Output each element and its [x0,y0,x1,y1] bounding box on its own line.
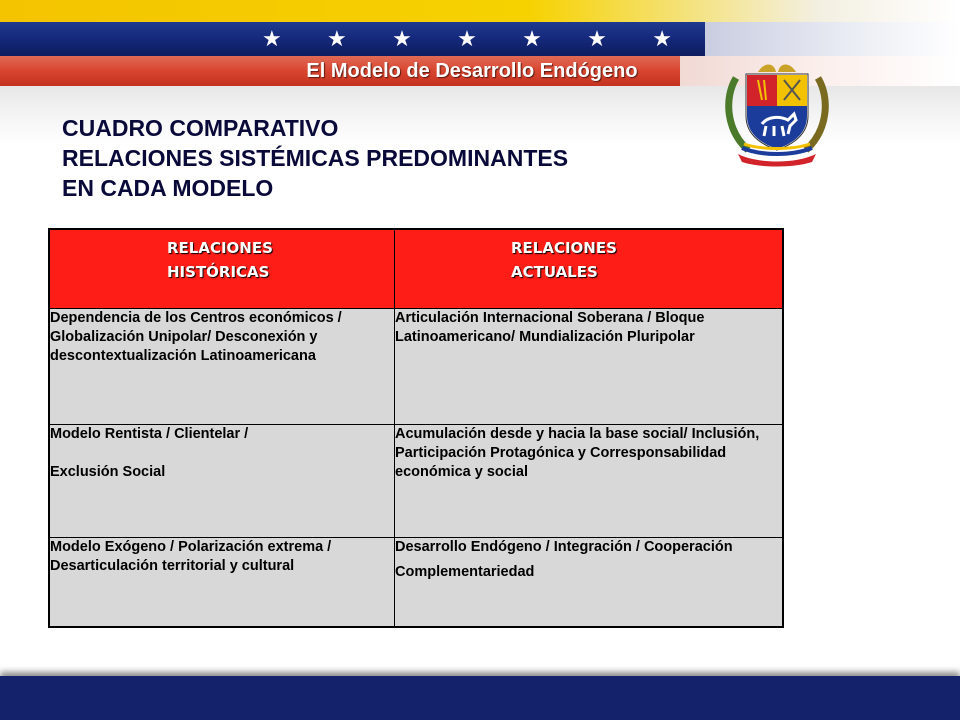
flag-stripe-blue-fade [705,22,960,56]
table-cell [395,309,784,425]
star-icon: ★ [327,27,347,52]
star-icon: ★ [652,27,672,52]
cell-text: Dependencia de los Centros económicos / Globalización Unipolar/ Desconexión y descontextualización Latinoamericana [50,310,342,364]
header-actuales [395,229,784,309]
table-row [49,309,783,425]
cell-text: Complementariedad [395,564,535,580]
page-title [62,113,702,203]
title-line-1: CUADRO COMPARATIVO [62,115,339,141]
cell-text: Exclusión Social [50,464,166,480]
footer-bar [0,676,960,720]
table-row [49,425,783,538]
banner-title: El Modelo de Desarrollo Endógeno [306,60,638,82]
star-icon: ★ [587,27,607,52]
comparison-table [48,228,784,628]
table-cell [49,309,395,425]
star-icon: ★ [522,27,542,52]
header-historicas [49,229,395,309]
table-cell [49,425,395,538]
star-icon: ★ [392,27,412,52]
table-cell [49,538,395,628]
table-cell [395,538,784,628]
cell-text: Modelo Exógeno / Polarización extrema / Desarticulación territorial y cultural [50,539,332,574]
star-icon: ★ [457,27,477,52]
table-header-row [49,229,783,309]
star-icon: ★ [262,27,282,52]
venezuela-coat-of-arms-icon [718,58,836,168]
table-row [49,538,783,628]
header-label: RELACIONES [511,239,617,257]
header-label: RELACIONES [167,239,273,257]
cell-text: Desarrollo Endógeno / Integración / Cooperación [395,539,733,555]
cell-text: Modelo Rentista / Clientelar / [50,426,249,442]
header-label: HISTÓRICAS [167,263,270,281]
flag-stripe-yellow [0,0,960,22]
table-cell [395,425,784,538]
cell-text: Acumulación desde y hacia la base social/ Inclusión, Participación Protagónica y Corresponsabilidad económica y social [395,426,760,480]
title-line-3: EN CADA MODELO [62,175,274,201]
header-label: ACTUALES [511,263,598,281]
cell-text: Articulación Internacional Soberana / Bloque Latinoamericano/ Mundialización Pluripolar [395,310,705,345]
title-line-2: RELACIONES SISTÉMICAS PREDOMINANTES [62,145,569,171]
flag-stars [262,27,672,53]
